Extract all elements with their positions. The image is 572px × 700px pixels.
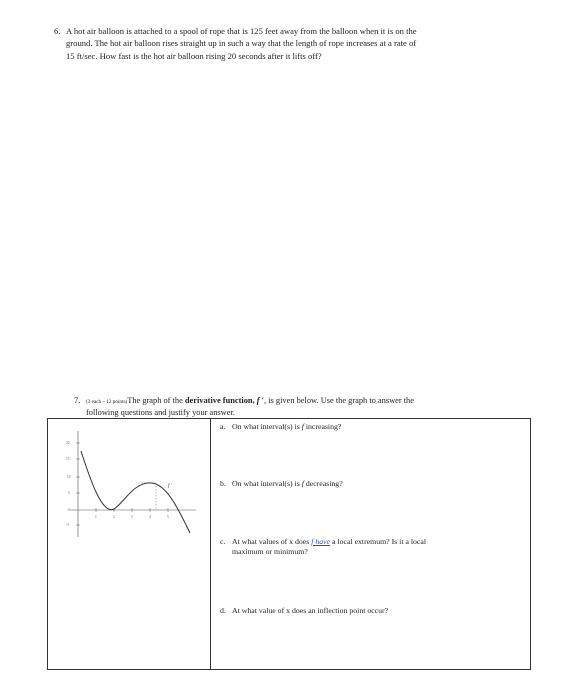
question-6-text xyxy=(66,25,494,62)
part-a-after: increasing? xyxy=(303,422,342,431)
part-b-letter: b. xyxy=(220,479,226,488)
question-7-line-1 xyxy=(86,396,514,408)
f-prime-symbol: f ′ xyxy=(256,396,265,405)
y-tick-label: 10 xyxy=(67,475,71,479)
part-b-before: On what interval(s) is xyxy=(232,479,302,488)
derivative-curve xyxy=(81,451,190,533)
part-b xyxy=(220,479,520,489)
question-7 xyxy=(74,396,514,418)
question-7-after: , is given below. Use the graph to answer the xyxy=(264,396,414,405)
part-c-line-2: maximum or minimum? xyxy=(232,547,308,557)
derivative-phrase: derivative function, xyxy=(184,396,257,405)
y-tick-labels xyxy=(66,441,71,527)
part-a-before: On what interval(s) is xyxy=(232,422,302,431)
question-6-line-2: ground. The hot air balloon rises straight up in such a way that the length of rope increases at a rate of xyxy=(66,38,417,49)
curve-label: f ′ xyxy=(168,484,172,489)
f-have-link[interactable]: f have xyxy=(311,537,331,546)
x-tick-labels xyxy=(95,515,169,519)
question-6-line-3: 15 ft/sec. How fast is the hot air balloon rising 20 seconds after it lifts off? xyxy=(66,50,322,61)
answer-table xyxy=(47,418,531,670)
x-tick-label: 4 xyxy=(149,515,151,519)
y-tick-label: 15 xyxy=(66,457,70,461)
part-d-letter: d. xyxy=(220,606,226,615)
part-c-before: At what values of x does xyxy=(232,537,312,546)
question-7-number: 7. xyxy=(74,396,81,405)
part-a xyxy=(220,422,520,432)
part-c xyxy=(220,537,520,558)
question-7-intro: The graph of the xyxy=(127,396,185,405)
y-tick-label: -5 xyxy=(66,523,69,527)
part-c-line-1 xyxy=(220,537,520,547)
part-b-f: f xyxy=(301,479,304,488)
x-tick-label: 2 xyxy=(113,515,115,519)
part-a-letter: a. xyxy=(220,422,226,431)
x-tick-label: 5 xyxy=(167,515,169,519)
question-6-line-1: A hot air balloon is attached to a spool of rope that is 125 feet away from the balloon when it is on the xyxy=(66,26,417,36)
question-7-text xyxy=(86,396,514,418)
table-divider xyxy=(210,419,211,669)
question-7-line-2: following questions and justify your answer. xyxy=(86,407,235,417)
question-6 xyxy=(54,25,494,62)
part-c-after: a local extremum? Is it a local xyxy=(330,537,427,546)
question-6-number: 6. xyxy=(54,26,61,36)
y-tick-label: 20 xyxy=(66,441,70,445)
part-d-text: At what value of x does an inflection point occur? xyxy=(232,606,389,615)
x-tick-label: 1 xyxy=(95,515,97,519)
part-b-after: decreasing? xyxy=(303,479,343,488)
y-tick-label: 5 xyxy=(68,491,70,495)
y-tick-label: 0 xyxy=(68,508,70,512)
part-c-letter: c. xyxy=(220,537,226,546)
points-note: (3 each – 12 points) xyxy=(86,399,128,405)
part-d xyxy=(220,606,520,616)
derivative-graph xyxy=(56,429,202,544)
x-tick-label: 3 xyxy=(131,515,133,519)
part-a-f: f xyxy=(301,422,304,431)
